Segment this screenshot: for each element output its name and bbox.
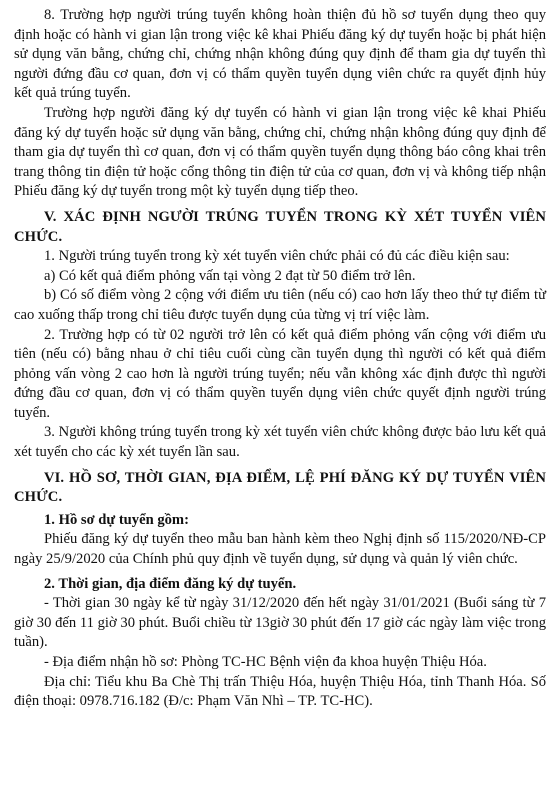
- subheading-vi-2: 2. Thời gian, địa điểm đăng ký dự tuyển.: [44, 575, 297, 592]
- paragraph-time: - Thời gian 30 ngày kể từ ngày 31/12/2020 đến hết ngày 31/01/2021 (Buổi sáng từ 7 giờ 30 đến 11 giờ 30 phút. Buổi chiều từ 13giờ 30 phút đến 17 giờ các ngày làm việc trong tuần).: [14, 595, 546, 651]
- section-heading-vi: VI. HỒ SƠ, THỜI GIAN, ĐỊA ĐIỂM, LỆ PHÍ ĐĂNG KÝ DỰ TUYỂN VIÊN CHỨC.: [14, 469, 546, 506]
- paragraph-place: - Địa điểm nhận hồ sơ: Phòng TC-HC Bệnh viện đa khoa huyện Thiệu Hóa.: [44, 654, 487, 670]
- paragraph-8: 8. Trường hợp người trúng tuyển không hoàn thiện đủ hồ sơ tuyển dụng theo quy định hoặc có hành vi gian lận trong việc kê khai Phiếu đăng ký dự tuyển hoặc bị phát hiện sử dụng văn bằng, chứng chỉ, chứng nhận không đúng quy định để tham gia dự tuyển thì người đứng đầu cơ quan, đơn vị có thẩm quyền tuyển dụng viên chức ra quyết định hủy kết quả trúng tuyển.: [14, 7, 546, 102]
- paragraph-v-3: 3. Người không trúng tuyển trong kỳ xét tuyển viên chức không được bảo lưu kết quả xét tuyển cho các kỳ xét tuyển lần sau.: [14, 424, 546, 461]
- subheading-vi-1: 1. Hồ sơ dự tuyển gồm:: [44, 511, 189, 528]
- paragraph-v-1b: b) Có số điểm vòng 2 cộng với điểm ưu tiên (nếu có) cao hơn lấy theo thứ tự điểm từ cao xuống thấp trong chỉ tiêu được tuyển dụng của từng vị trí việc làm.: [14, 287, 546, 323]
- paragraph-vi-1: Phiếu đăng ký dự tuyển theo mẫu ban hành kèm theo Nghị định số 115/2020/NĐ-CP ngày 25/9/2020 của Chính phủ quy định về tuyển dụng, sử dụng và quản lý viên chức.: [14, 531, 546, 568]
- paragraph-address: Địa chỉ: Tiểu khu Ba Chè Thị trấn Thiệu Hóa, huyện Thiệu Hóa, tỉnh Thanh Hóa. Số điện thoại: 0978.716.182 (Đ/c: Phạm Văn Nhì – TP. TC-HC).: [14, 673, 546, 710]
- paragraph-fraud: Trường hợp người đăng ký dự tuyển có hành vi gian lận trong việc kê khai Phiếu đăng ký dự tuyển hoặc sử dụng văn bằng, chứng chỉ, chứng nhận không đúng quy định để tham gia dự tuyển thì cơ quan, đơn vị có thẩm quyền tuyển dụng thông báo công khai trên trang thông tin điện tử hoặc cổng thông tin điện tử của cơ quan, đơn vị và không tiếp nhận Phiếu đăng ký dự tuyển trong một kỳ tuyển dụng tiếp theo.: [14, 104, 546, 200]
- paragraph-v-2: 2. Trường hợp có từ 02 người trở lên có kết quả điểm phỏng vấn cộng với điểm ưu tiên (nếu có) bằng nhau ở chỉ tiêu cuối cùng cần tuyển dụng thì người có kết quả điểm phỏng vấn vòng 2 cao hơn là người trúng tuyển; nếu vẫn không xác định được thì người đứng đầu cơ quan, đơn vị có thẩm quyền tuyển dụng viên chức quyết định người trúng tuyển.: [14, 326, 546, 421]
- paragraph-v-1a: a) Có kết quả điểm phỏng vấn tại vòng 2 đạt từ 50 điểm trở lên.: [44, 267, 416, 284]
- section-heading-v: V. XÁC ĐỊNH NGƯỜI TRÚNG TUYỂN TRONG KỲ XÉT TUYỂN VIÊN CHỨC.: [14, 208, 546, 245]
- paragraph-v-1: 1. Người trúng tuyển trong kỳ xét tuyển viên chức phải có đủ các điều kiện sau:: [44, 248, 510, 265]
